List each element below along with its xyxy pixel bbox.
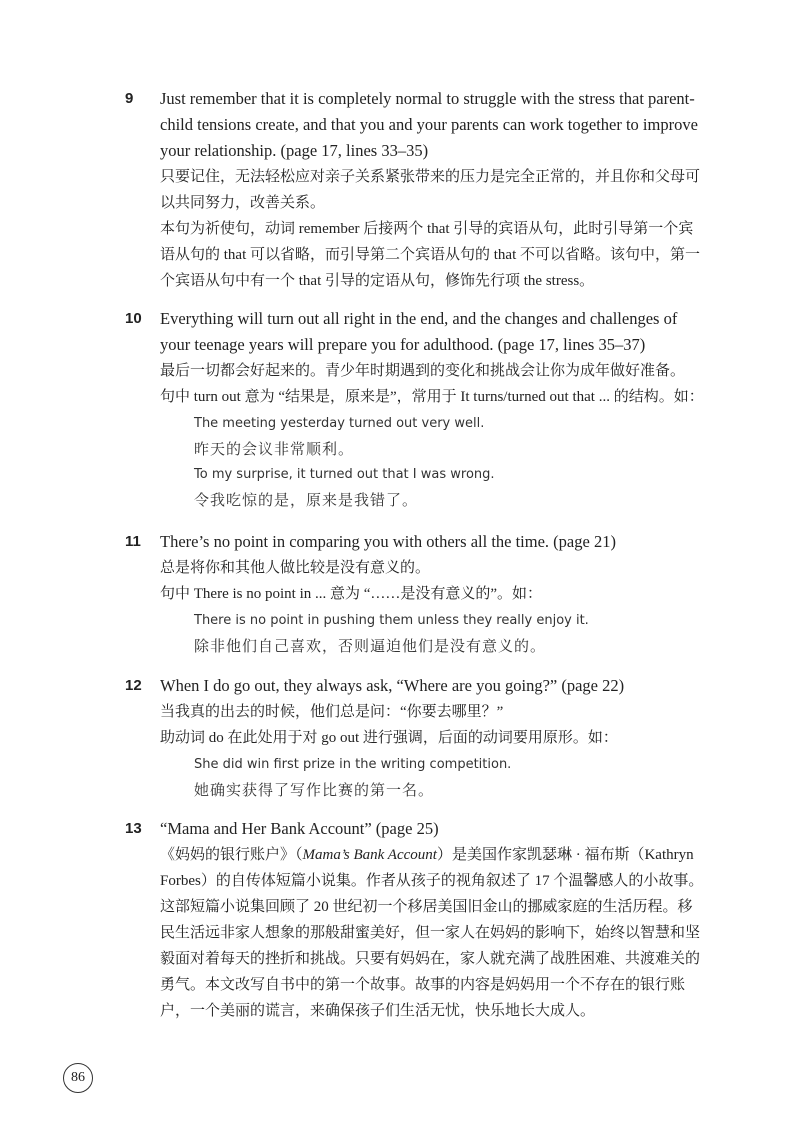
example-translation: 令我吃惊的是，原来是我错了。 [194, 491, 419, 509]
example-translation: 昨天的会议非常顺利。 [194, 440, 355, 458]
note-translation: 最后一切都会好起来的。青少年时期遇到的变化和挑战会让你为成年做好准备。 [160, 363, 686, 379]
note-english-sentence: There’s no point in comparing you with others all the time. (page 21) [160, 532, 616, 551]
note-explanation: 句中 There is no point in ... 意为 “……是没有意义的”。如： [160, 586, 543, 602]
example-english: The meeting yesterday turned out very well. [194, 416, 485, 431]
example-translation: 除非他们自己喜欢，否则逼迫他们是没有意义的。 [194, 637, 547, 655]
note-9 [125, 86, 705, 294]
note-number: 11 [125, 533, 141, 550]
note-number: 12 [125, 677, 142, 694]
note-story-title: “Mama and Her Bank Account” (page 25) [160, 819, 439, 838]
note-english-sentence: Just remember that it is completely normal to struggle with the stress that parent-child tensions create, and that you and your parents can work together to improve your relationship. (page 17, lines 33–35) [160, 89, 698, 160]
example-translation: 她确实获得了写作比赛的第一名。 [194, 781, 435, 799]
note-10 [125, 306, 705, 514]
example-block [194, 753, 705, 804]
note-english-sentence: Everything will turn out all right in the end, and the changes and challenges of your teenage years will prepare you for adulthood. (page 17, lines 35–37) [160, 309, 678, 354]
note-english-sentence: When I do go out, they always ask, “Where are you going?” (page 22) [160, 676, 625, 695]
note-explanation: 句中 turn out 意为 “结果是，原来是”，常用于 It turns/turned out that ... 的结构。如： [160, 389, 704, 405]
note-explanation: 《妈妈的银行账户》（Mama’s Bank Account）是美国作家凯瑟琳 · 福布斯（Kathryn Forbes）的自传体短篇小说集。作者从孩子的视角叙述了 17 个温馨感人的小故事。这部短篇小说集回顾了 20 世纪初一个移居美国旧金山的挪威家庭的生活历程。移民生活远非家人想象的那般甜蜜美好，但一家人在妈妈的影响下，始终以智慧和坚毅面对着每天的挫折和挑战。只要有妈妈在，家人就充满了战胜困难、共渡难关的勇气。本文改写自书中的第一个故事。故事的内容是妈妈用一个不存在的银行账户，一个美丽的谎言，来确保孩子们生活无忧，快乐地长大成人。 [160, 847, 704, 1019]
book-title-en: Mama’s Bank Account [302, 847, 437, 863]
note-translation: 当我真的出去的时候，他们总是问：“你要去哪里？” [160, 704, 504, 720]
note-translation: 只要记住，无法轻松应对亲子关系紧张带来的压力是完全正常的，并且你和父母可以共同努力，改善关系。 [160, 169, 701, 211]
note-12 [125, 673, 705, 804]
note-explanation: 助动词 do 在此处用于对 go out 进行强调，后面的动词要用原形。如： [160, 730, 618, 746]
page-number: 86 [71, 1070, 85, 1085]
note-translation: 总是将你和其他人做比较是没有意义的。 [160, 560, 431, 576]
example-english: To my surprise, it turned out that I was wrong. [194, 467, 495, 482]
example-block [194, 412, 705, 514]
note-13 [125, 816, 705, 1024]
example-english: There is no point in pushing them unless they really enjoy it. [194, 613, 589, 628]
note-11 [125, 529, 705, 660]
example-english: She did win first prize in the writing competition. [194, 757, 512, 772]
book-title-cn: 《妈妈的银行账户》 [160, 847, 296, 863]
page-number-badge [63, 1063, 93, 1093]
note-number: 13 [125, 820, 142, 837]
note-explanation: 本句为祈使句，动词 remember 后接两个 that 引导的宾语从句，此时引导第一个宾语从句的 that 可以省略，而引导第二个宾语从句的 that 不可以省略。该句中，第一个宾语从句中有一个 that 引导的定语从句，修饰先行项 the stress。 [160, 221, 700, 289]
note-number: 10 [125, 310, 142, 327]
book-description: 是美国作家凯瑟琳 · 福布斯（Kathryn Forbes）的自传体短篇小说集。作者从孩子的视角叙述了 17 个温馨感人的小故事。这部短篇小说集回顾了 20 世纪初一个移居美国旧金山的挪威家庭的生活历程。移民生活远非家人想象的那般甜蜜美好，但一家人在妈妈的影响下，始终以智慧和坚毅面对着每天的挫折和挑战。只要有妈妈在，家人就充满了战胜困难、共渡难关的勇气。本文改写自书中的第一个故事。故事的内容是妈妈用一个不存在的银行账户，一个美丽的谎言，来确保孩子们生活无忧，快乐地长大成人。 [160, 847, 704, 1019]
note-number: 9 [125, 90, 134, 107]
example-block [194, 609, 705, 660]
